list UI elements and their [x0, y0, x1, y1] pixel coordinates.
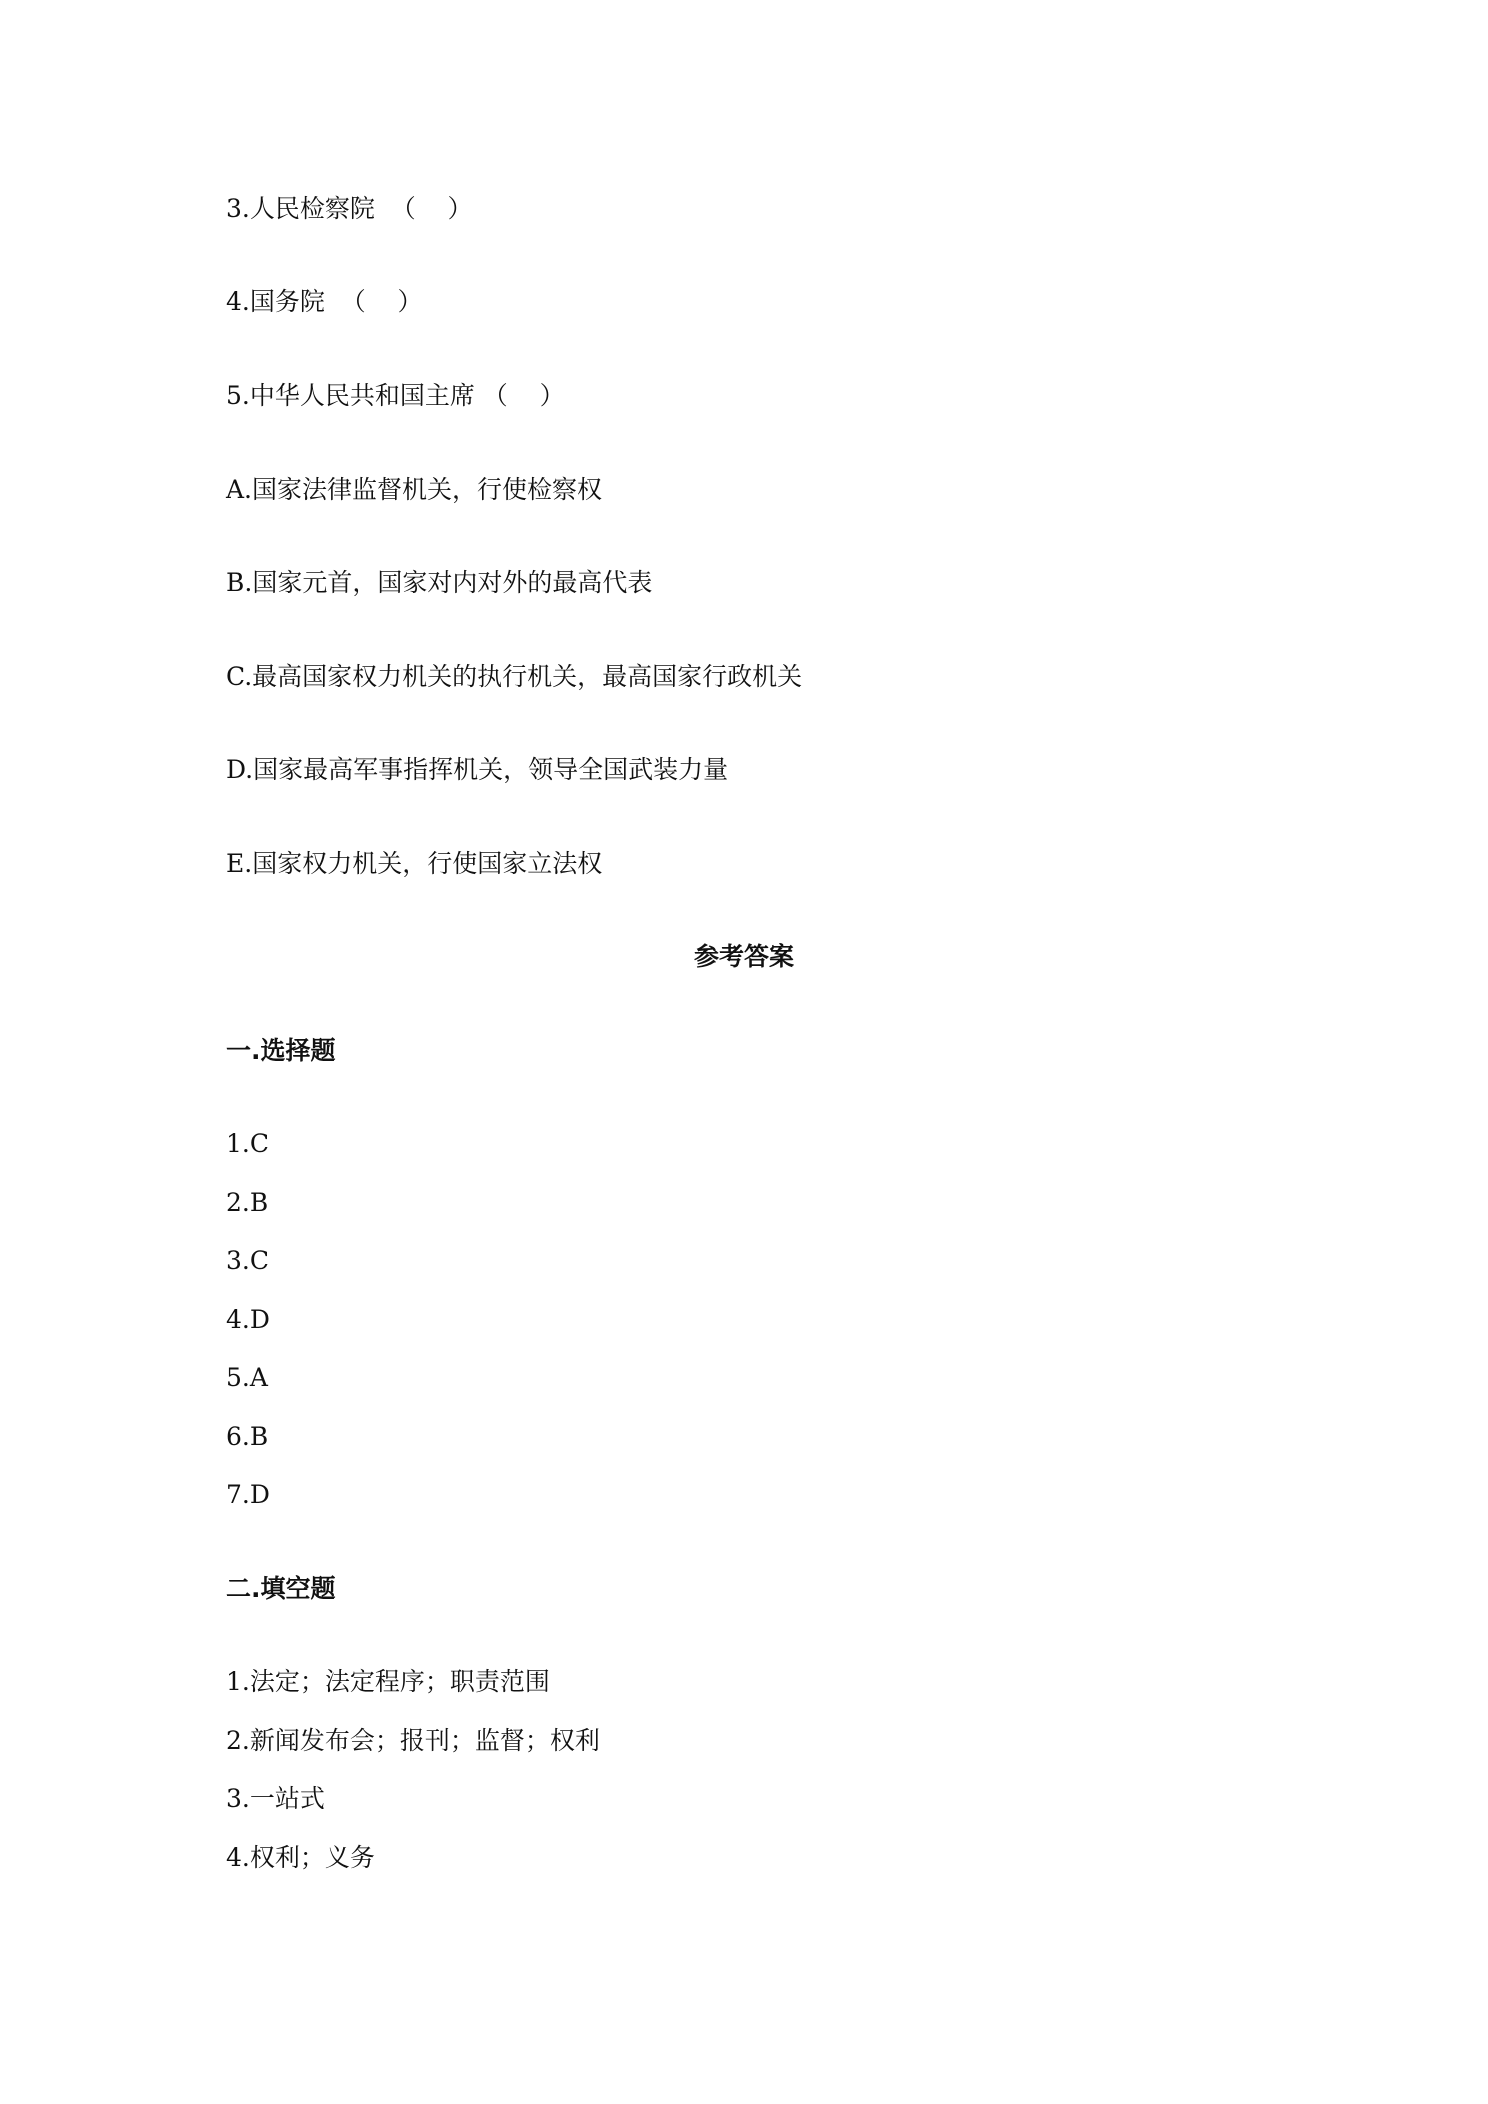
answer-2-3: 3.一站式: [226, 1784, 325, 1813]
answer-2-2: 2.新闻发布会；报刊；监督；权利: [226, 1726, 600, 1755]
section1-heading: 一.选择题: [226, 1036, 336, 1065]
matching-option-a: A.国家法律监督机关，行使检察权: [226, 475, 603, 504]
answer-1-2: 2.B: [226, 1188, 269, 1217]
matching-option-e: E.国家权力机关，行使国家立法权: [226, 849, 603, 878]
answer-1-6: 6.B: [226, 1422, 269, 1451]
matching-item-3: 3.人民检察院 （ ）: [226, 194, 473, 223]
answer-1-7: 7.D: [226, 1480, 270, 1509]
answer-1-5: 5.A: [226, 1363, 268, 1392]
answers-title: 参考答案: [693, 942, 794, 971]
answer-2-4: 4.权利；义务: [226, 1843, 375, 1872]
matching-option-d: D.国家最高军事指挥机关，领导全国武装力量: [226, 755, 729, 784]
matching-item-5: 5.中华人民共和国主席 （ ）: [226, 381, 565, 410]
matching-item-4: 4.国务院 （ ）: [226, 287, 423, 316]
answer-2-1: 1.法定；法定程序；职责范围: [226, 1667, 550, 1696]
answer-1-4: 4.D: [226, 1305, 270, 1334]
answer-1-1: 1.C: [226, 1129, 269, 1158]
matching-option-b: B.国家元首，国家对内对外的最高代表: [226, 568, 653, 597]
answer-1-3: 3.C: [226, 1246, 269, 1275]
matching-option-c: C.最高国家权力机关的执行机关，最高国家行政机关: [226, 662, 803, 691]
section2-heading: 二.填空题: [226, 1574, 336, 1603]
